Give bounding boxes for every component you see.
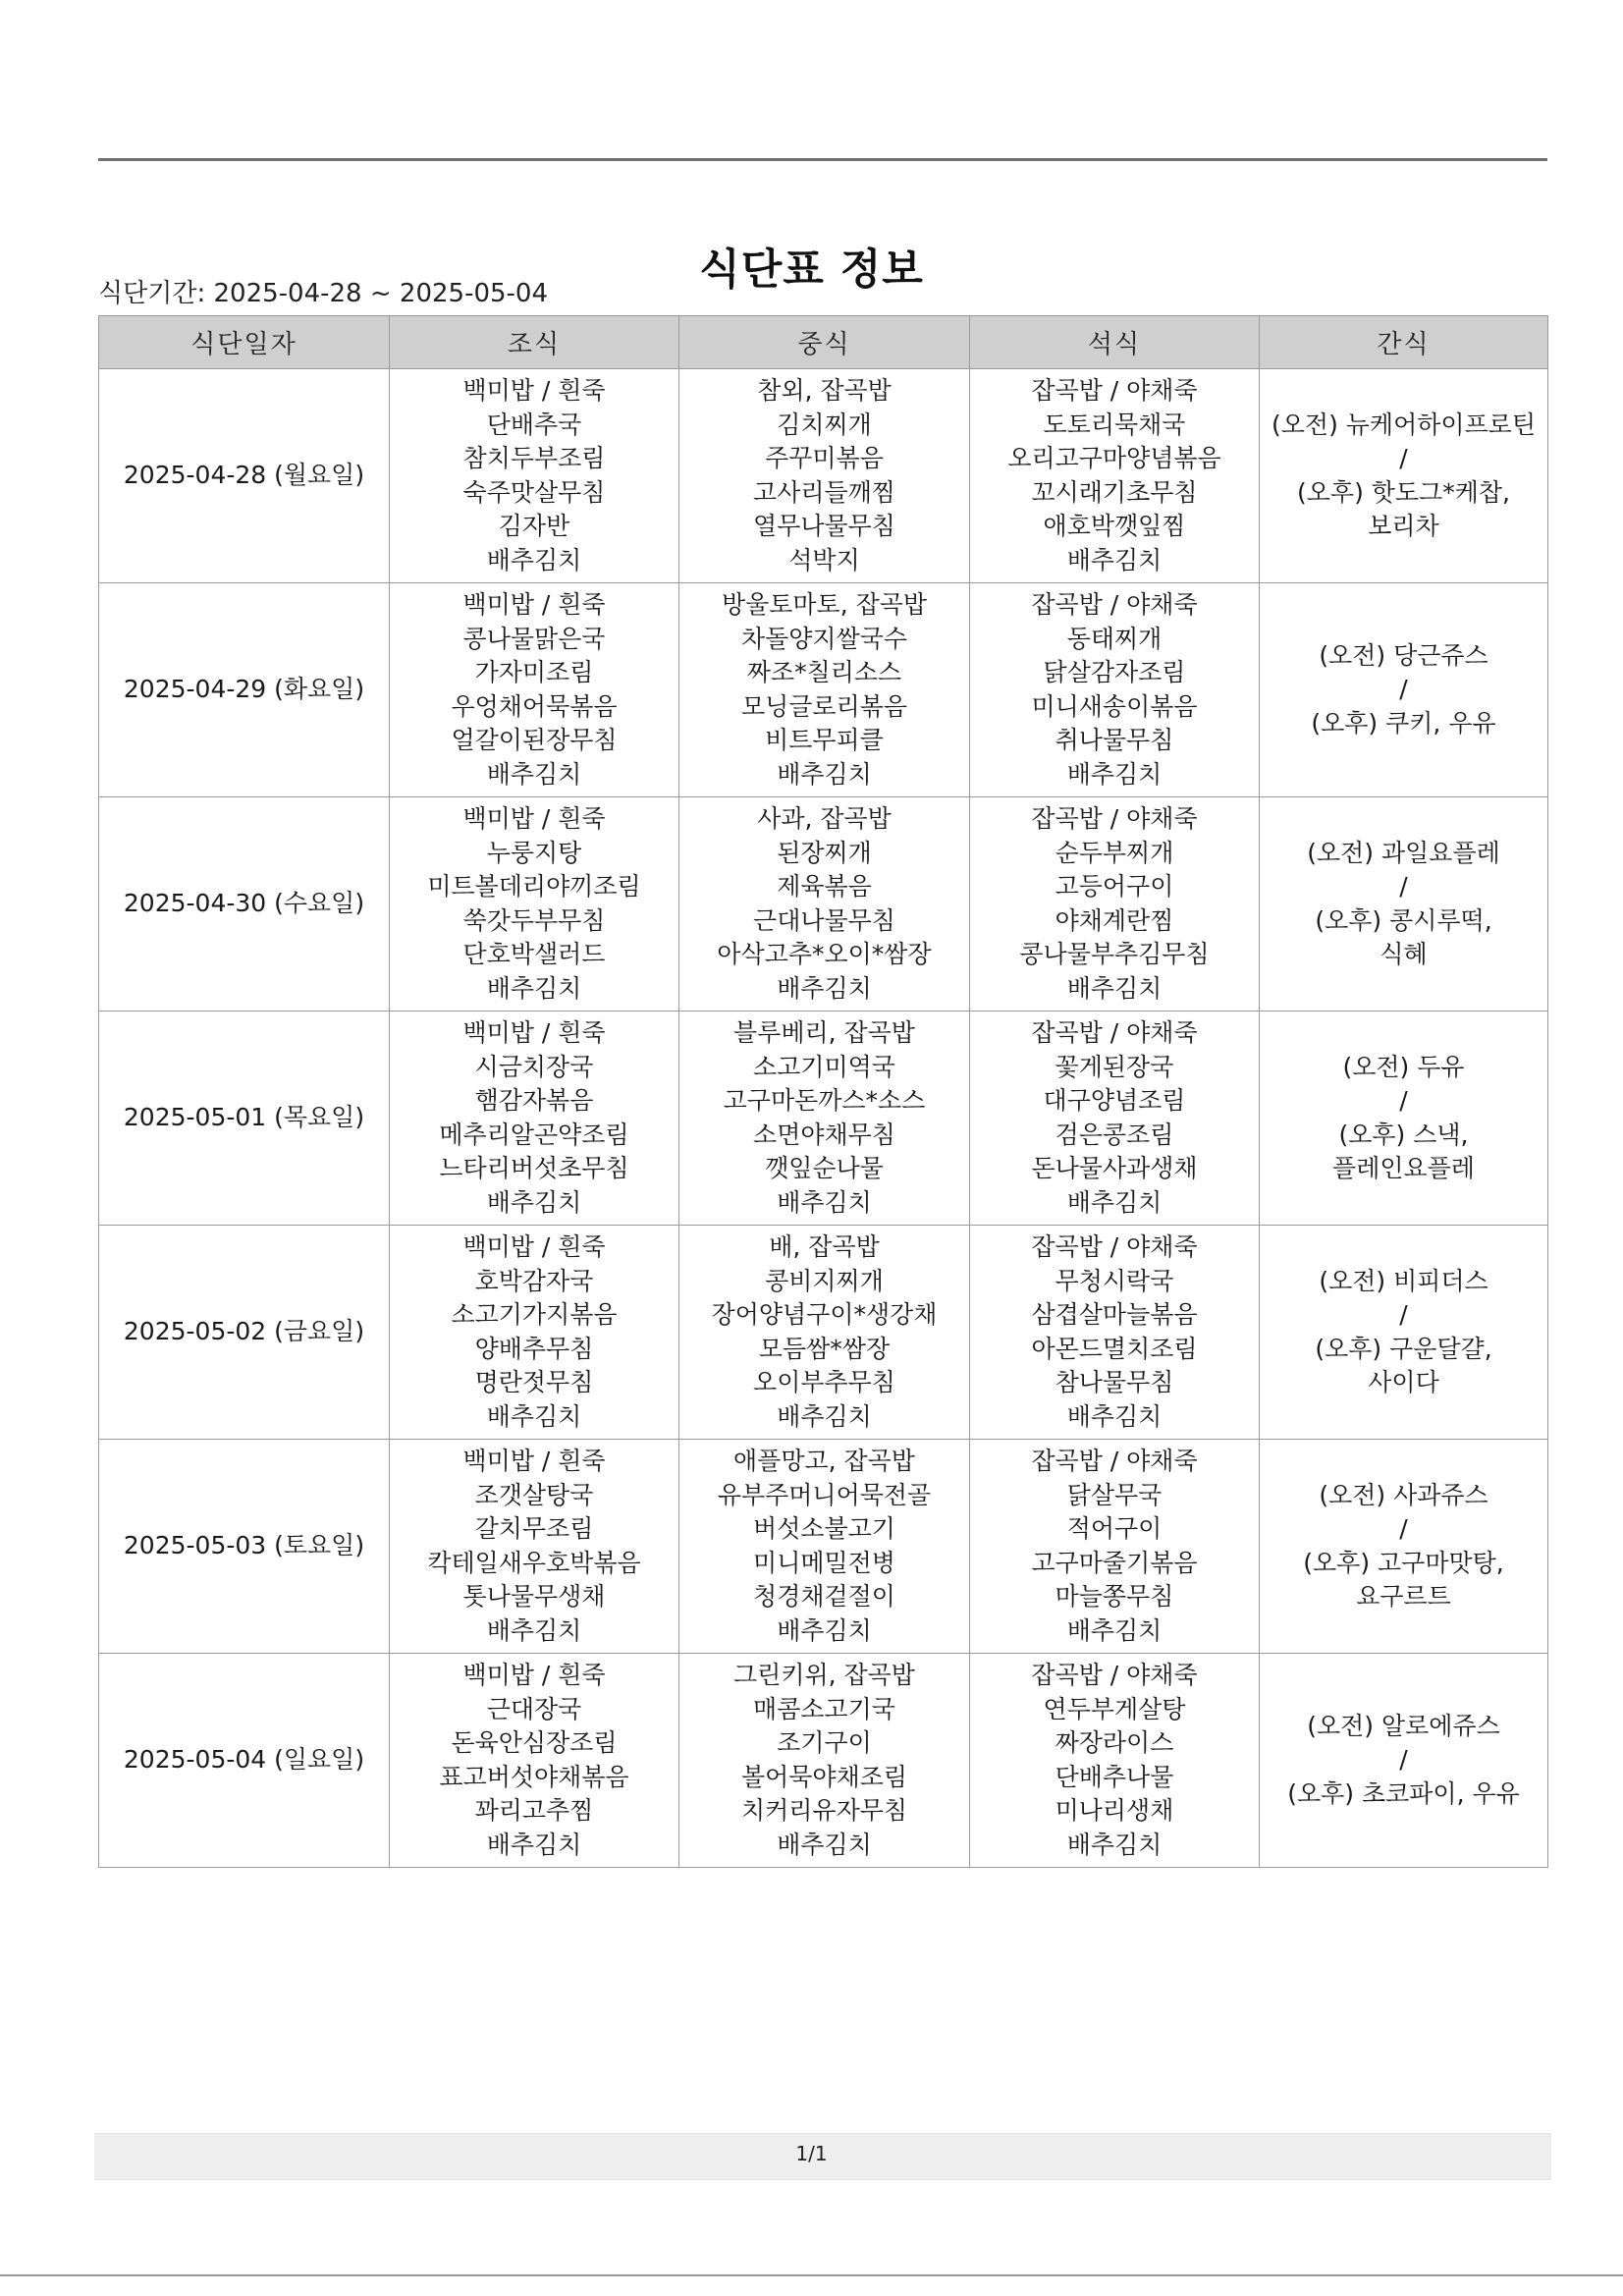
dinner-item: 아몬드멸치조림 bbox=[1031, 1334, 1198, 1363]
bottom-divider bbox=[0, 2274, 1623, 2276]
dinner-item: 적어구이 bbox=[1066, 1514, 1163, 1543]
dinner-item: 배추김치 bbox=[1066, 1401, 1163, 1431]
lunch-item: 볼어묵야채조림 bbox=[740, 1762, 908, 1791]
dinner-item: 배추김치 bbox=[1066, 759, 1163, 789]
breakfast-item: 호박감자국 bbox=[474, 1266, 594, 1295]
snack-item: (오후) 콩시루떡, bbox=[1315, 905, 1492, 935]
snack-item: (오후) 스낵, bbox=[1338, 1120, 1469, 1149]
lunch-item: 배추김치 bbox=[777, 973, 872, 1003]
breakfast-item: 근대장국 bbox=[486, 1694, 582, 1723]
breakfast-item: 배추김치 bbox=[486, 1615, 582, 1645]
snack-item: / bbox=[1399, 444, 1408, 472]
dinner-item: 순두부찌개 bbox=[1055, 838, 1174, 867]
snack-item: (오후) 쿠키, 우유 bbox=[1311, 708, 1496, 738]
breakfast-item: 참치두부조림 bbox=[462, 444, 606, 472]
lunch-item: 모듬쌈*쌈장 bbox=[758, 1334, 891, 1363]
breakfast-item: 배추김치 bbox=[486, 1830, 582, 1859]
lunch-cell bbox=[679, 797, 970, 1011]
breakfast-item: 백미밥 / 흰죽 bbox=[462, 1018, 606, 1047]
dinner-item: 잡곡밥 / 야채죽 bbox=[1031, 590, 1198, 619]
lunch-item: 매콤소고기국 bbox=[753, 1694, 895, 1723]
dinner-item: 미니새송이볶음 bbox=[1031, 691, 1198, 721]
dinner-item: 잡곡밥 / 야채죽 bbox=[1031, 1447, 1198, 1475]
dinner-item: 야채계란찜 bbox=[1055, 905, 1174, 935]
lunch-item: 차돌양지쌀국수 bbox=[740, 624, 908, 653]
breakfast-item: 백미밥 / 흰죽 bbox=[462, 1661, 606, 1689]
date-cell: 2025-05-04 (일요일) bbox=[99, 1654, 390, 1868]
lunch-item: 참외, 잡곡밥 bbox=[757, 376, 892, 405]
dinner-item: 애호박깻잎찜 bbox=[1043, 512, 1186, 540]
dinner-cell bbox=[970, 369, 1260, 583]
dinner-item: 동태찌개 bbox=[1066, 624, 1163, 653]
dinner-item: 검은콩조림 bbox=[1055, 1120, 1174, 1149]
snack-item: / bbox=[1399, 675, 1408, 704]
breakfast-item: 시금치장국 bbox=[474, 1052, 594, 1081]
snack-item: (오전) 과일요플레 bbox=[1307, 838, 1500, 867]
snack-cell bbox=[1260, 1440, 1548, 1654]
breakfast-item: 배추김치 bbox=[486, 759, 582, 789]
breakfast-item: 우엉채어묵볶음 bbox=[451, 691, 618, 721]
lunch-item: 깻잎순나물 bbox=[765, 1154, 884, 1182]
snack-item: (오전) 사과쥬스 bbox=[1319, 1480, 1488, 1509]
snack-item: / bbox=[1399, 1514, 1408, 1543]
page-number: 1/1 bbox=[795, 2142, 828, 2165]
breakfast-cell bbox=[390, 369, 679, 583]
lunch-item: 제육볶음 bbox=[777, 872, 872, 901]
lunch-item: 소면야채무침 bbox=[753, 1120, 895, 1149]
table-row bbox=[99, 1226, 1548, 1440]
lunch-item: 소고기미역국 bbox=[753, 1052, 895, 1081]
breakfast-item: 콩나물맑은국 bbox=[462, 624, 606, 653]
breakfast-item: 쑥갓두부무침 bbox=[462, 905, 606, 935]
dinner-item: 배추김치 bbox=[1066, 973, 1163, 1003]
breakfast-item: 표고버섯야채볶음 bbox=[439, 1762, 629, 1791]
lunch-item: 버섯소불고기 bbox=[753, 1514, 895, 1543]
date-cell: 2025-05-01 (목요일) bbox=[99, 1011, 390, 1226]
dinner-item: 닭살무국 bbox=[1066, 1480, 1163, 1509]
breakfast-item: 꽈리고추찜 bbox=[474, 1796, 594, 1825]
breakfast-item: 조갯살탕국 bbox=[474, 1480, 594, 1509]
dinner-item: 도토리묵채국 bbox=[1043, 410, 1186, 439]
date-cell: 2025-05-02 (금요일) bbox=[99, 1226, 390, 1440]
lunch-item: 미니메밀전병 bbox=[753, 1548, 895, 1577]
header-lunch: 중식 bbox=[679, 316, 970, 369]
lunch-item: 조기구이 bbox=[777, 1728, 872, 1757]
snack-item: / bbox=[1399, 1086, 1408, 1115]
snack-item: (오후) 구운달걀, bbox=[1315, 1334, 1492, 1363]
date-cell: 2025-05-03 (토요일) bbox=[99, 1440, 390, 1654]
breakfast-item: 단배추국 bbox=[486, 410, 582, 439]
lunch-item: 배, 잡곡밥 bbox=[769, 1232, 880, 1261]
header-snack: 간식 bbox=[1260, 316, 1548, 369]
lunch-item: 장어양념구이*생강채 bbox=[711, 1300, 938, 1329]
table-row bbox=[99, 1654, 1548, 1868]
dinner-item: 연두부게살탕 bbox=[1043, 1694, 1186, 1723]
breakfast-item: 단호박샐러드 bbox=[462, 940, 606, 968]
breakfast-item: 백미밥 / 흰죽 bbox=[462, 590, 606, 619]
lunch-item: 주꾸미볶음 bbox=[765, 444, 884, 472]
snack-item: (오후) 초코파이, 우유 bbox=[1287, 1778, 1520, 1808]
lunch-item: 오이부추무침 bbox=[753, 1368, 895, 1396]
snack-cell bbox=[1260, 369, 1548, 583]
lunch-item: 김치찌개 bbox=[777, 410, 872, 439]
snack-item: (오전) 당근쥬스 bbox=[1319, 640, 1488, 670]
lunch-item: 고구마돈까스*소스 bbox=[723, 1086, 926, 1115]
meal-table bbox=[98, 315, 1548, 1868]
lunch-item: 콩비지찌개 bbox=[765, 1266, 884, 1295]
breakfast-item: 누룽지탕 bbox=[486, 838, 582, 867]
lunch-item: 치커리유자무침 bbox=[740, 1796, 908, 1825]
breakfast-item: 가자미조림 bbox=[474, 658, 594, 686]
breakfast-cell bbox=[390, 1654, 679, 1868]
lunch-cell bbox=[679, 1226, 970, 1440]
dinner-item: 배추김치 bbox=[1066, 1615, 1163, 1645]
snack-item: / bbox=[1399, 872, 1408, 901]
snack-item: (오전) 두유 bbox=[1342, 1052, 1465, 1081]
breakfast-item: 백미밥 / 흰죽 bbox=[462, 1232, 606, 1261]
snack-item: / bbox=[1399, 1745, 1408, 1775]
lunch-item: 짜조*칠리소스 bbox=[746, 658, 902, 686]
dinner-item: 취나물무침 bbox=[1055, 726, 1174, 754]
lunch-item: 유부주머니어묵전골 bbox=[717, 1480, 932, 1509]
breakfast-item: 양배추무침 bbox=[474, 1334, 594, 1363]
snack-item: 플레인요플레 bbox=[1332, 1154, 1475, 1182]
lunch-item: 고사리들깨찜 bbox=[753, 477, 895, 507]
date-cell: 2025-04-28 (월요일) bbox=[99, 369, 390, 583]
dinner-cell bbox=[970, 1011, 1260, 1226]
snack-item: (오후) 고구마맛탕, bbox=[1303, 1548, 1504, 1577]
dinner-item: 마늘쫑무침 bbox=[1055, 1582, 1174, 1611]
breakfast-cell bbox=[390, 1226, 679, 1440]
snack-item: (오전) 알로에쥬스 bbox=[1307, 1711, 1500, 1740]
dinner-item: 잡곡밥 / 야채죽 bbox=[1031, 1661, 1198, 1689]
lunch-item: 그린키위, 잡곡밥 bbox=[733, 1661, 915, 1689]
lunch-item: 배추김치 bbox=[777, 759, 872, 789]
snack-cell bbox=[1260, 1011, 1548, 1226]
dinner-cell bbox=[970, 797, 1260, 1011]
lunch-item: 배추김치 bbox=[777, 1187, 872, 1217]
dinner-item: 참나물무침 bbox=[1055, 1368, 1174, 1396]
breakfast-item: 백미밥 / 흰죽 bbox=[462, 376, 606, 405]
breakfast-cell bbox=[390, 583, 679, 797]
breakfast-item: 메추리알곤약조림 bbox=[439, 1120, 629, 1149]
breakfast-item: 배추김치 bbox=[486, 1401, 582, 1431]
meal-period: 식단기간: 2025-04-28 ~ 2025-05-04 bbox=[98, 279, 549, 308]
lunch-item: 청경채겉절이 bbox=[753, 1582, 895, 1611]
lunch-item: 블루베리, 잡곡밥 bbox=[733, 1018, 915, 1047]
lunch-cell bbox=[679, 1654, 970, 1868]
lunch-item: 된장찌개 bbox=[777, 838, 872, 867]
breakfast-item: 톳나물무생채 bbox=[462, 1582, 606, 1611]
dinner-cell bbox=[970, 1654, 1260, 1868]
snack-item: (오전) 비피더스 bbox=[1319, 1266, 1488, 1295]
breakfast-item: 명란젓무침 bbox=[474, 1368, 594, 1396]
breakfast-item: 얼갈이된장무침 bbox=[451, 726, 618, 754]
lunch-item: 배추김치 bbox=[777, 1615, 872, 1645]
breakfast-item: 숙주맛살무침 bbox=[462, 477, 606, 507]
header-dinner: 석식 bbox=[970, 316, 1260, 369]
snack-item: 식혜 bbox=[1380, 940, 1428, 968]
dinner-item: 배추김치 bbox=[1066, 1187, 1163, 1217]
dinner-item: 오리고구마양념볶음 bbox=[1007, 444, 1221, 472]
table-body bbox=[99, 369, 1548, 1868]
top-divider bbox=[98, 158, 1547, 161]
lunch-cell bbox=[679, 1011, 970, 1226]
dinner-item: 잡곡밥 / 야채죽 bbox=[1031, 376, 1198, 405]
dinner-item: 잡곡밥 / 야채죽 bbox=[1031, 1232, 1198, 1261]
table-row bbox=[99, 1011, 1548, 1226]
lunch-item: 배추김치 bbox=[777, 1401, 872, 1431]
lunch-item: 모닝글로리볶음 bbox=[740, 691, 908, 721]
dinner-item: 고등어구이 bbox=[1055, 872, 1174, 901]
dinner-item: 돈나물사과생채 bbox=[1031, 1154, 1198, 1182]
dinner-item: 짜장라이스 bbox=[1055, 1728, 1174, 1757]
dinner-item: 무청시락국 bbox=[1055, 1266, 1174, 1295]
breakfast-cell bbox=[390, 1011, 679, 1226]
dinner-item: 삼겹살마늘볶음 bbox=[1031, 1300, 1198, 1329]
dinner-item: 꼬시래기초무침 bbox=[1031, 477, 1198, 507]
breakfast-item: 미트볼데리야끼조림 bbox=[427, 872, 641, 901]
header-date: 식단일자 bbox=[99, 316, 390, 369]
breakfast-item: 김자반 bbox=[498, 512, 570, 540]
dinner-item: 고구마줄기볶음 bbox=[1031, 1548, 1198, 1577]
dinner-item: 콩나물부추김무침 bbox=[1019, 940, 1210, 968]
table-header-row bbox=[99, 316, 1548, 369]
header-breakfast: 조식 bbox=[390, 316, 679, 369]
snack-cell bbox=[1260, 583, 1548, 797]
lunch-item: 석박지 bbox=[788, 545, 860, 574]
breakfast-item: 햄감자볶음 bbox=[474, 1086, 594, 1115]
dinner-cell bbox=[970, 1226, 1260, 1440]
breakfast-item: 소고기가지볶음 bbox=[451, 1300, 618, 1329]
lunch-item: 배추김치 bbox=[777, 1830, 872, 1859]
breakfast-item: 갈치무조림 bbox=[474, 1514, 594, 1543]
dinner-cell bbox=[970, 1440, 1260, 1654]
snack-item: 사이다 bbox=[1368, 1368, 1439, 1396]
lunch-item: 방울토마토, 잡곡밥 bbox=[721, 590, 928, 619]
snack-item: 보리차 bbox=[1368, 512, 1439, 540]
lunch-item: 열무나물무침 bbox=[753, 512, 895, 540]
breakfast-item: 배추김치 bbox=[486, 973, 582, 1003]
table-row bbox=[99, 1440, 1548, 1654]
breakfast-cell bbox=[390, 1440, 679, 1654]
table-row bbox=[99, 583, 1548, 797]
snack-cell bbox=[1260, 1654, 1548, 1868]
breakfast-item: 백미밥 / 흰죽 bbox=[462, 1447, 606, 1475]
lunch-cell bbox=[679, 583, 970, 797]
lunch-item: 근대나물무침 bbox=[753, 905, 895, 935]
table-row bbox=[99, 369, 1548, 583]
dinner-item: 대구양념조림 bbox=[1043, 1086, 1186, 1115]
date-cell: 2025-04-30 (수요일) bbox=[99, 797, 390, 1011]
snack-item: (오전) 뉴케어하이프로틴 bbox=[1271, 410, 1536, 439]
dinner-item: 닭살감자조림 bbox=[1043, 658, 1186, 686]
dinner-item: 단배추나물 bbox=[1055, 1762, 1174, 1791]
snack-cell bbox=[1260, 797, 1548, 1011]
snack-item: / bbox=[1399, 1300, 1408, 1329]
snack-item: (오후) 핫도그*케찹, bbox=[1297, 477, 1510, 507]
page-title: 식단표 정보 bbox=[699, 245, 924, 295]
breakfast-item: 느타리버섯초무침 bbox=[439, 1154, 629, 1182]
breakfast-item: 배추김치 bbox=[486, 545, 582, 574]
lunch-item: 아삭고추*오이*쌈장 bbox=[717, 940, 932, 968]
breakfast-item: 배추김치 bbox=[486, 1187, 582, 1217]
lunch-item: 애플망고, 잡곡밥 bbox=[733, 1447, 915, 1475]
dinner-cell bbox=[970, 583, 1260, 797]
dinner-item: 배추김치 bbox=[1066, 545, 1163, 574]
lunch-item: 사과, 잡곡밥 bbox=[757, 804, 892, 833]
lunch-cell bbox=[679, 1440, 970, 1654]
breakfast-cell bbox=[390, 797, 679, 1011]
lunch-item: 비트무피클 bbox=[765, 726, 884, 754]
table-row bbox=[99, 797, 1548, 1011]
breakfast-item: 백미밥 / 흰죽 bbox=[462, 804, 606, 833]
dinner-item: 꽃게된장국 bbox=[1055, 1052, 1174, 1081]
lunch-cell bbox=[679, 369, 970, 583]
date-cell: 2025-04-29 (화요일) bbox=[99, 583, 390, 797]
snack-item: 요구르트 bbox=[1356, 1582, 1451, 1611]
breakfast-item: 칵테일새우호박볶음 bbox=[427, 1548, 641, 1577]
dinner-item: 잡곡밥 / 야채죽 bbox=[1031, 804, 1198, 833]
dinner-item: 배추김치 bbox=[1066, 1830, 1163, 1859]
snack-cell bbox=[1260, 1226, 1548, 1440]
dinner-item: 미나리생채 bbox=[1055, 1796, 1174, 1825]
dinner-item: 잡곡밥 / 야채죽 bbox=[1031, 1018, 1198, 1047]
breakfast-item: 돈육안심장조림 bbox=[451, 1728, 618, 1757]
